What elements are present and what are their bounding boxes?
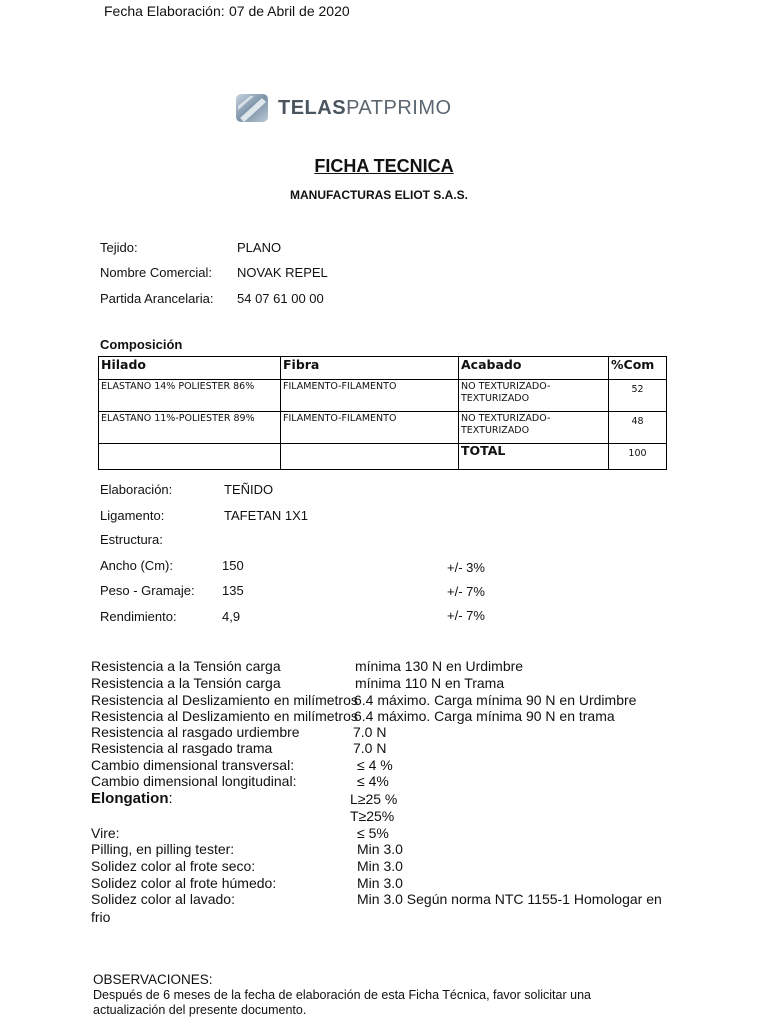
elongation-value-l: L≥25 % — [350, 791, 398, 807]
spec-value: mínima 130 N en Urdimbre — [355, 658, 524, 674]
ancho-value: 150 — [222, 558, 244, 573]
column-header-com: %Com — [609, 357, 667, 380]
spec-value: 7.0 N — [353, 724, 387, 740]
spec-value: 6.4 máximo. Carga mínima 90 N en trama — [354, 708, 615, 724]
spec-value-continuation: frio — [91, 909, 111, 925]
date-label: Fecha Elaboración: — [104, 3, 225, 19]
cell-com: 48 — [609, 412, 667, 444]
spec-value: ≤ 5% — [357, 825, 389, 841]
partida-label: Partida Arancelaria: — [100, 291, 214, 306]
date-value: 07 de Abril de 2020 — [229, 3, 350, 19]
elaboracion-label: Elaboración: — [100, 482, 173, 497]
spec-label: Solidez color al frote seco: — [91, 858, 256, 874]
column-header-hilado: Hilado — [99, 357, 281, 380]
logo-wordmark: TELASPATPRIMO — [278, 97, 452, 119]
spec-label: Resistencia al rasgado urdiembre — [91, 724, 300, 740]
nombre-comercial-value: NOVAK REPEL — [237, 265, 328, 280]
spec-label: Vire: — [91, 825, 120, 841]
spec-value: Min 3.0 — [357, 841, 403, 857]
cell-fibra: FILAMENTO-FILAMENTO — [281, 380, 459, 412]
cell-empty — [99, 444, 281, 470]
total-label: TOTAL — [459, 444, 609, 470]
spec-value: Min 3.0 Según norma NTC 1155-1 Homologar en — [357, 891, 662, 907]
column-header-acabado: Acabado — [459, 357, 609, 380]
cell-hilado: ELASTANO 14% POLIESTER 86% — [99, 380, 281, 412]
spec-label: Resistencia a la Tensión carga — [91, 658, 281, 674]
spec-value: Min 3.0 — [357, 858, 403, 874]
nombre-comercial-label: Nombre Comercial: — [100, 265, 212, 280]
spec-label: Solidez color al frote húmedo: — [91, 875, 277, 891]
spec-label: Resistencia a la Tensión carga — [91, 675, 281, 691]
observaciones-line: Después de 6 meses de la fecha de elaboración de esta Ficha Técnica, favor solicitar una — [93, 988, 591, 1002]
spec-value: 7.0 N — [353, 740, 387, 756]
observaciones-heading: OBSERVACIONES: — [93, 972, 213, 987]
ancho-label: Ancho (Cm): — [100, 558, 173, 573]
spec-value: ≤ 4% — [357, 773, 389, 789]
elongation-value-t: T≥25% — [350, 808, 395, 824]
estructura-label: Estructura: — [100, 532, 163, 547]
total-row — [99, 444, 667, 470]
table-row — [99, 380, 667, 412]
peso-label: Peso - Gramaje: — [100, 583, 195, 598]
cell-fibra: FILAMENTO-FILAMENTO — [281, 412, 459, 444]
spec-label: Cambio dimensional longitudinal: — [91, 773, 297, 789]
tejido-value: PLANO — [237, 240, 282, 255]
composicion-heading: Composición — [100, 337, 183, 352]
composition-table — [98, 356, 667, 470]
cell-com: 52 — [609, 380, 667, 412]
cell-acabado: NO TEXTURIZADO-TEXTURIZADO — [459, 412, 609, 444]
elaboracion-value: TEÑIDO — [224, 482, 274, 497]
total-value: 100 — [609, 444, 667, 470]
observaciones-line: actualización del presente documento. — [93, 1003, 307, 1017]
spec-label: Resistencia al Deslizamiento en milímetros — [91, 692, 358, 708]
spec-label: Cambio dimensional transversal: — [91, 757, 295, 773]
column-header-fibra: Fibra — [281, 357, 459, 380]
ligamento-value: TAFETAN 1X1 — [224, 508, 309, 523]
company-name: MANUFACTURAS ELIOT S.A.S. — [289, 188, 468, 202]
logo-icon — [234, 92, 270, 124]
cell-hilado: ELASTANO 11%-POLIESTER 89% — [99, 412, 281, 444]
table-row — [99, 412, 667, 444]
spec-value: ≤ 4 % — [357, 757, 393, 773]
rendimiento-value: 4,9 — [222, 609, 241, 624]
rendimiento-label: Rendimiento: — [100, 609, 177, 624]
spec-value: mínima 110 N en Trama — [355, 675, 505, 691]
spec-label: Pilling, en pilling tester: — [91, 841, 235, 857]
spec-value: 6.4 máximo. Carga mínima 90 N en Urdimbre — [354, 692, 637, 708]
tejido-label: Tejido: — [100, 240, 138, 255]
spec-label: Solidez color al lavado: — [91, 891, 235, 907]
peso-value: 135 — [222, 583, 244, 598]
peso-tolerance: +/- 7% — [447, 584, 485, 599]
elongation-label: Elongation: — [91, 790, 173, 807]
partida-value: 54 07 61 00 00 — [237, 291, 324, 306]
spec-value: Min 3.0 — [357, 875, 403, 891]
spec-label: Resistencia al rasgado trama — [91, 740, 273, 756]
ligamento-label: Ligamento: — [100, 508, 165, 523]
cell-empty — [281, 444, 459, 470]
document-title: FICHA TECNICA — [314, 156, 454, 176]
ancho-tolerance: +/- 3% — [447, 560, 485, 575]
spec-label: Resistencia al Deslizamiento en milímetros — [91, 708, 358, 724]
cell-acabado: NO TEXTURIZADO-TEXTURIZADO — [459, 380, 609, 412]
rendimiento-tolerance: +/- 7% — [447, 608, 485, 623]
